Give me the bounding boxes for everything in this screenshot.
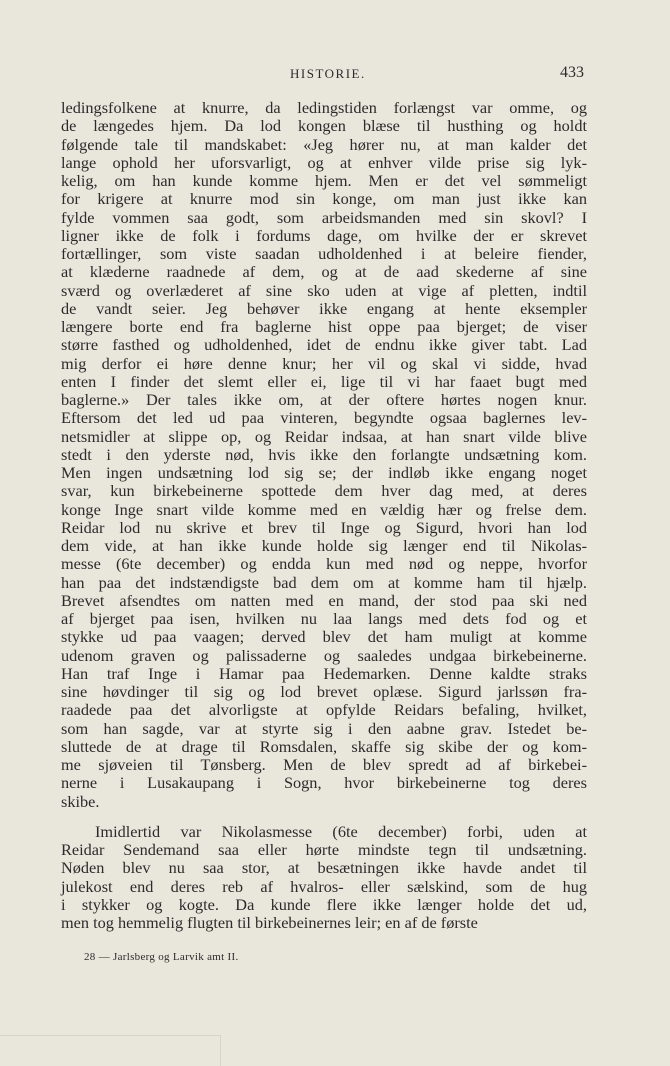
- text-line: længere borte end fra baglerne hist oppe paa bjerget; de viser: [61, 317, 587, 336]
- text-line: sværd og overlæderet af sine sko uden at vige af pletten, indtil: [61, 280, 587, 300]
- text-line: men tog hemmelig flugten til birkebeinernes leir; en af de første: [61, 913, 478, 932]
- text-line: de vandt seier. Jeg behøver ikke engang at hente eksempler: [61, 298, 587, 318]
- text-line: Nøden blev nu saa stor, at besætningen ikke havde andet til: [61, 858, 587, 878]
- paragraph-1: [61, 99, 587, 811]
- text-line: stykke ud paa vaagen; derved blev det ham muligt at komme: [61, 627, 587, 647]
- text-line: raadede paa det alvorligste at opfylde Reidars befaling, hvilket,: [61, 700, 587, 720]
- text-line: større fasthed og udholdenhed, idet de endnu ikke giver tabt. Lad: [61, 335, 587, 355]
- page-edge-mark: [0, 1035, 221, 1066]
- text-line: kelig, om han kunde komme hjem. Men er det vel sømmeligt: [61, 171, 587, 190]
- text-line: konge Inge snart vilde komme med en vældig hær og frelse dem.: [61, 499, 587, 519]
- text-line: de længedes hjem. Da lod kongen blæse til husthing og holdt: [61, 116, 587, 136]
- footer-signature: 28 — Jarlsberg og Larvik amt II.: [84, 951, 239, 963]
- text-line: Imidlertid var Nikolasmesse (6te december) forbi, uden at: [95, 821, 587, 841]
- page-header: [0, 64, 670, 84]
- text-line: messe (6te december) og endda kun med nød og neppe, hvorfor: [61, 554, 587, 574]
- text-line: han paa det indstændigste bad dem om at komme ham til hjælp.: [61, 572, 587, 592]
- text-line: ligner ikke de folk i fordums dage, om hvilke der er skrevet: [61, 225, 587, 245]
- text-line: fylde vommen saa godt, som arbeidsmanden med sin skovl? I: [61, 207, 587, 227]
- running-title: HISTORIE.: [290, 66, 366, 81]
- text-line: for krigere at knurre mod sin konge, om man just ikke kan: [61, 189, 587, 209]
- text-line: dem vide, at han ikke kunde holde sig længer end til Nikolas-: [61, 536, 587, 555]
- text-line: som han sagde, var at styrte sig i den aabne grav. Istedet be-: [61, 718, 587, 738]
- text-line: netsmidler at slippe op, og Reidar indsaa, at han snart vilde blive: [61, 426, 587, 446]
- text-line: sine høvdinger til sig og lod brevet oplæse. Sigurd jarlssøn fra-: [61, 682, 587, 701]
- text-line: enten I finder det slemt eller ei, lige til vi har faaet bugt med: [61, 371, 587, 391]
- body-text: [61, 99, 587, 932]
- text-line: udenom graven og palissaderne og saaledes undgaa birkebeinerne.: [61, 645, 587, 665]
- text-line: ledingsfolkene at knurre, da ledingstiden forlængst var omme, og: [61, 98, 587, 117]
- text-line: nerne i Lusakaupang i Sogn, hvor birkebeinerne tog deres: [61, 773, 587, 793]
- text-line: svar, kun birkebeinerne spottede dem hver dag med, at deres: [61, 481, 587, 501]
- text-line: i stykker og kogte. Da kunde flere ikke længer holde det ud,: [61, 894, 587, 914]
- text-line: at klæderne raadnede af dem, og at de aad skederne af sine: [61, 262, 587, 282]
- text-line: fortællinger, som viste saadan udholdenhed i at beleire fiender,: [61, 244, 587, 263]
- text-line: lange ophold her uforsvarligt, og at enhver vilde prise sig lyk-: [61, 152, 587, 172]
- text-line: Brevet afsendtes om natten med en mand, der stod paa ski ned: [61, 590, 587, 610]
- text-line: Men ingen undsætning lod sig se; der indløb ikke engang noget: [61, 463, 587, 482]
- paragraph-2: [61, 823, 587, 933]
- text-line: Reidar Sendemand saa eller hørte mindste tegn til undsætning.: [61, 840, 587, 859]
- text-line: Eftersom det led ud paa vinteren, begyndte ogsaa baglernes lev-: [61, 408, 587, 428]
- text-line: Han traf Inge i Hamar paa Hedemarken. Denne kaldte straks: [61, 663, 587, 683]
- text-line: af bjerget paa isen, hvilken nu laa langs med dets fod og et: [61, 609, 587, 628]
- text-line: me sjøveien til Tønsberg. Men de blev spredt ad af birkebei-: [61, 755, 587, 774]
- text-line: baglerne.» Der tales ikke om, at der oftere hørtes nogen knur.: [61, 390, 587, 409]
- text-line: stedt i den yderste nød, hvis ikke den forlangte undsætning kom.: [61, 444, 587, 464]
- text-line: mig derfor ei høre denne knur; her vil og skal vi sidde, hvad: [61, 353, 587, 373]
- page-number: 433: [560, 64, 584, 81]
- text-line: følgende tale til mandskabet: «Jeg hører nu, at man kalder det: [61, 134, 587, 154]
- text-line: skibe.: [61, 791, 100, 811]
- text-line: sluttede de at drage til Romsdalen, skaffe sig skibe der og kom-: [61, 736, 587, 756]
- text-line: Reidar lod nu skrive et brev til Inge og Sigurd, hvori han lod: [61, 517, 587, 537]
- text-line: julekost end deres reb af hvalros- eller sælskind, som de hug: [61, 876, 587, 896]
